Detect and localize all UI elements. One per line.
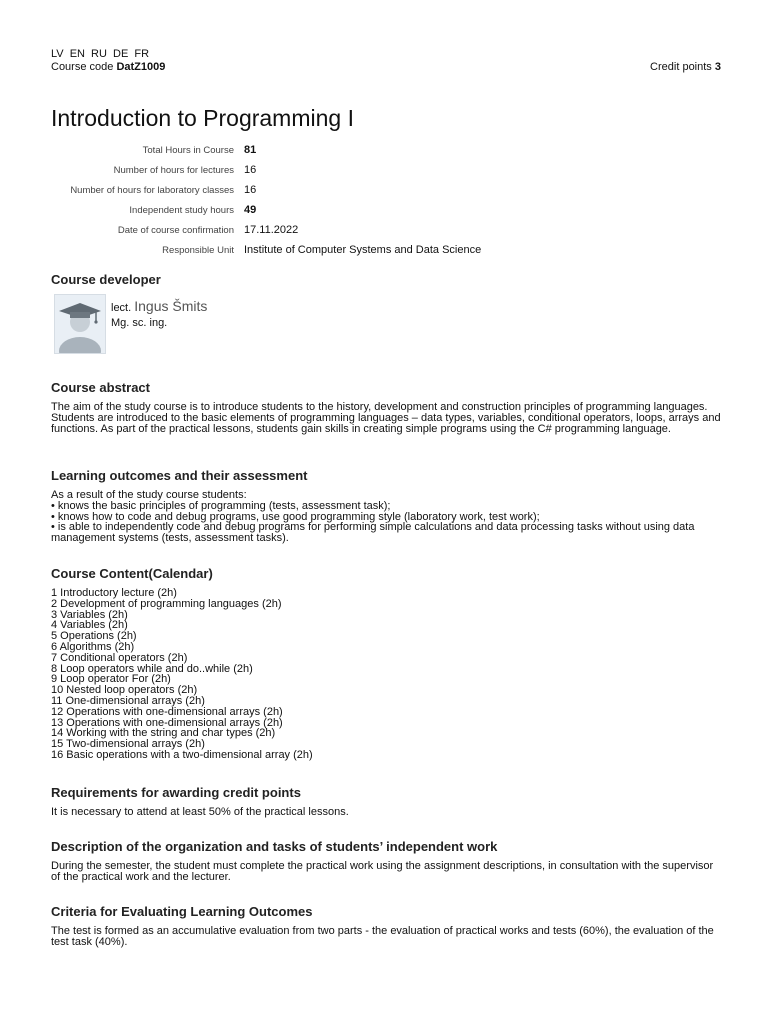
avatar: [54, 294, 106, 354]
content-heading: Course Content(Calendar): [51, 566, 213, 581]
page-title: Introduction to Programming I: [51, 105, 354, 131]
list-item: 12 Operations with one-dimensional arrays (2h): [51, 705, 283, 718]
list-item: • is able to independently code and debug programs for performing simple calculations and data processing tasks without using data management systems (tests, assessment tasks).: [51, 521, 695, 545]
info-value: 16: [244, 184, 257, 196]
lang-link-en[interactable]: EN: [69, 48, 85, 60]
info-value: 49: [244, 204, 257, 216]
list-item: 2 Development of programming languages (2h): [51, 597, 282, 610]
criteria-text: The test is formed as an accumulative evaluation from two parts - the evaluation of practical works and tests (60%), the evaluation of the test task (40%).: [51, 925, 714, 948]
list-item: 9 Loop operator For (2h): [51, 673, 171, 686]
info-row: [51, 240, 721, 260]
list-item: 14 Working with the string and char types (2h): [51, 727, 276, 740]
abstract-text: The aim of the study course is to introduce students to the history, development and construction principles of programming languages. Students are introduced to the basic elements of programming languages – data types, variables, conditional operators, loops, arrays and functions. As part of the practical lessons, students gain skills in creating simple programs using the C# programming language.: [51, 401, 721, 435]
info-row: [51, 160, 721, 180]
info-label: Responsible Unit: [162, 244, 234, 256]
language-switcher: [51, 48, 721, 61]
list-item: 3 Variables (2h): [51, 608, 128, 621]
list-item: • knows how to code and debug programs, use good programming style (laboratory work, test work);: [51, 510, 540, 523]
list-item: 15 Two-dimensional arrays (2h): [51, 738, 205, 751]
abstract-heading: Course abstract: [51, 380, 150, 395]
developer-section: [51, 272, 721, 354]
independent-work-section: [51, 839, 721, 883]
criteria-heading: Criteria for Evaluating Learning Outcomes: [51, 904, 313, 919]
abstract-section: [51, 380, 721, 434]
outcomes-list: [51, 490, 721, 544]
requirements-text: It is necessary to attend at least 50% of the practical lessons.: [51, 806, 349, 818]
list-item: 6 Algorithms (2h): [51, 640, 135, 653]
independent-work-text: During the semester, the student must complete the practical work using the assignment descriptions, in consultation with the supervisor of the practical work and the lecturer.: [51, 860, 714, 883]
graduate-avatar-icon: [55, 295, 105, 353]
lang-link-fr[interactable]: FR: [134, 48, 150, 60]
content-section: [51, 566, 721, 761]
credit-points: [650, 61, 721, 74]
list-item: 8 Loop operators while and do..while (2h): [51, 662, 253, 675]
criteria-section: [51, 904, 721, 948]
list-item: 5 Operations (2h): [51, 630, 137, 643]
list-item: 16 Basic operations with a two-dimensional array (2h): [51, 748, 313, 761]
info-row: [51, 220, 721, 240]
list-item: • knows the basic principles of programming (tests, assessment task);: [51, 499, 391, 512]
developer-info: [111, 294, 207, 354]
info-label: Total Hours in Course: [142, 144, 234, 156]
course-page: [51, 48, 721, 948]
list-item: 7 Conditional operators (2h): [51, 651, 188, 664]
course-code-value: DatZ1009: [116, 61, 166, 73]
info-row: [51, 140, 721, 160]
list-item: 11 One-dimensional arrays (2h): [51, 694, 205, 707]
credit-points-label: Credit points: [650, 61, 712, 73]
developer-title: lect.: [111, 302, 132, 314]
info-value: Institute of Computer Systems and Data Science: [244, 244, 482, 256]
info-value: 81: [244, 144, 257, 156]
lang-link-lv[interactable]: LV: [51, 48, 64, 60]
info-value: 16: [244, 164, 257, 176]
info-label: Date of course confirmation: [117, 224, 234, 236]
list-item: 13 Operations with one-dimensional arrays (2h): [51, 716, 283, 729]
outcomes-section: [51, 468, 721, 544]
credit-points-value: 3: [714, 61, 721, 73]
list-item: 4 Variables (2h): [51, 619, 128, 632]
info-row: [51, 180, 721, 200]
info-label: Number of hours for laboratory classes: [70, 184, 234, 196]
list-item: 10 Nested loop operators (2h): [51, 684, 198, 697]
info-label: Number of hours for lectures: [113, 164, 234, 176]
outcomes-heading: Learning outcomes and their assessment: [51, 468, 308, 483]
course-code-label: Course code: [51, 61, 114, 73]
developer-card: [51, 294, 721, 354]
requirements-section: [51, 785, 721, 818]
developer-heading: Course developer: [51, 272, 161, 287]
info-row: [51, 200, 721, 220]
course-code: [51, 61, 165, 74]
independent-work-heading: Description of the organization and tasks of students’ independent work: [51, 839, 498, 854]
requirements-heading: Requirements for awarding credit points: [51, 785, 301, 800]
lang-link-de[interactable]: DE: [113, 48, 129, 60]
lang-link-ru[interactable]: RU: [91, 48, 107, 60]
info-label: Independent study hours: [129, 204, 234, 216]
info-value: 17.11.2022: [244, 224, 299, 236]
course-info-table: [51, 140, 721, 260]
developer-degree: Mg. sc. ing.: [111, 317, 168, 329]
course-meta-row: [51, 61, 721, 74]
content-list: [51, 588, 721, 761]
list-item: 1 Introductory lecture (2h): [51, 587, 177, 599]
developer-name[interactable]: Ingus Šmits: [134, 298, 208, 314]
list-item: As a result of the study course students:: [51, 489, 247, 501]
